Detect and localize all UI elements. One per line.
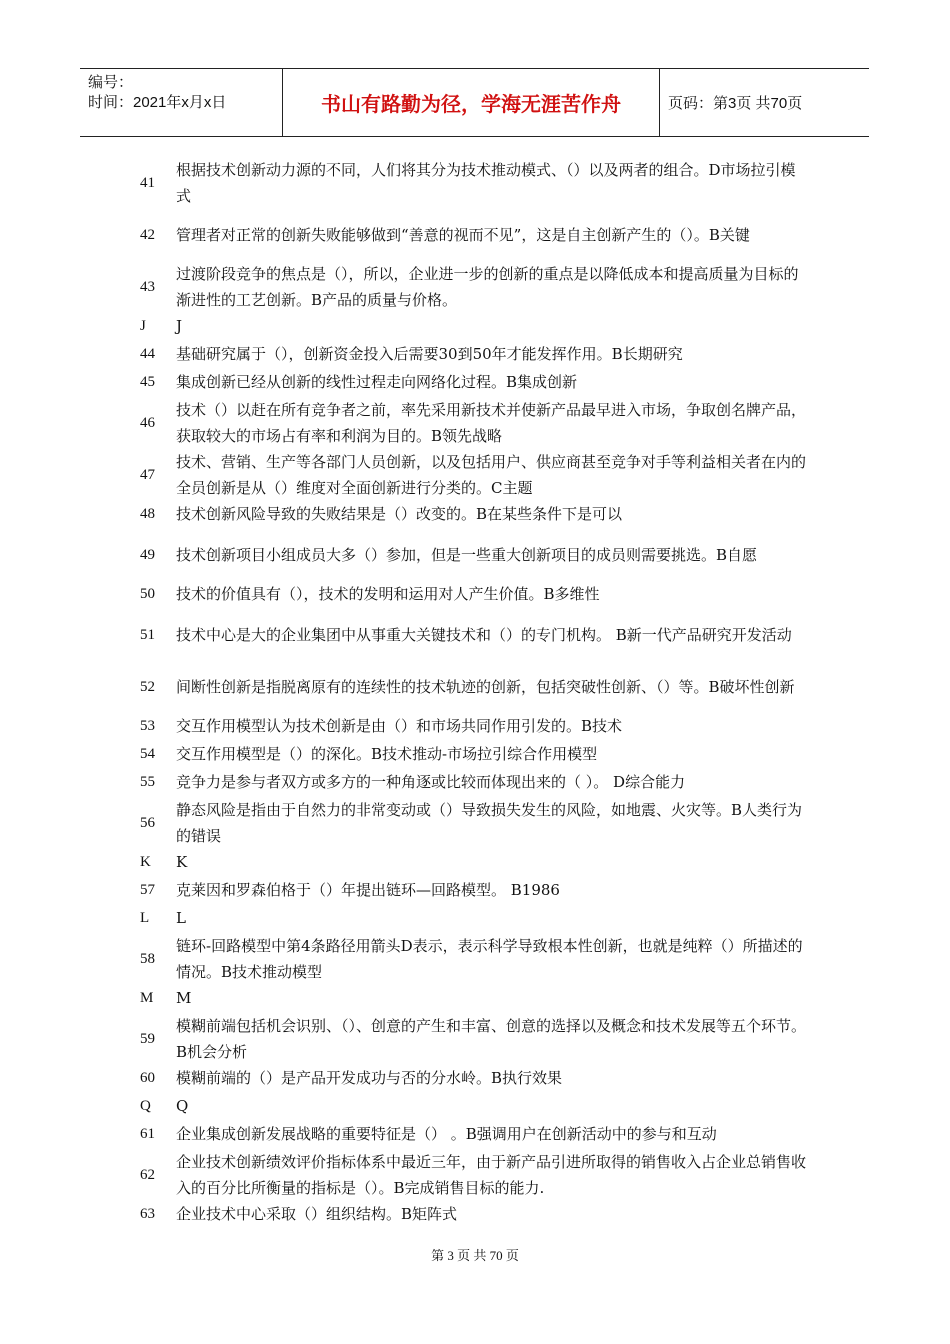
question-row [140, 397, 810, 448]
question-number: 44 [140, 346, 155, 362]
question-text: 根据技术创新动力源的不同，人们将其分为技术推动模式、（）以及两者的组合。D市场拉引模式 [176, 160, 796, 205]
question-number: 41 [140, 174, 155, 191]
question-text: 企业集成创新发展战略的重要特征是（） 。B强调用户在创新活动中的参与和互动 [176, 1125, 717, 1143]
question-text: 交互作用模型认为技术创新是由（）和市场共同作用引发的。B技术 [176, 717, 623, 735]
question-number: 42 [140, 226, 155, 243]
question-number: 58 [140, 950, 155, 967]
question-row [140, 341, 810, 367]
question-number: 51 [140, 626, 155, 643]
question-text: L [176, 909, 186, 927]
question-row [140, 609, 810, 660]
question-number: K [140, 854, 151, 870]
question-row [140, 581, 810, 607]
question-row [140, 933, 810, 984]
header-motto: 书山有路勤为径，学海无涯苦作舟 [282, 69, 660, 136]
question-number: M [140, 990, 154, 1006]
question-text: 技术创新风险导致的失败结果是（）改变的。B在某些条件下是可以 [176, 505, 623, 523]
question-text: K [176, 853, 188, 871]
question-number: 60 [140, 1070, 155, 1086]
question-number: 47 [140, 466, 155, 483]
section-letter-row [140, 985, 810, 1011]
question-text: 技术中心是大的企业集团中从事重大关键技术和（）的专门机构。 B新一代产品研究开发活动 [176, 625, 792, 644]
question-number: Q [140, 1098, 151, 1114]
question-text: 技术创新项目小组成员大多（）参加，但是一些重大创新项目的成员则需要挑选。B自愿 [176, 545, 758, 564]
question-text: 静态风险是指由于自然力的非常变动或（）导致损失发生的风险，如地震、火灾等。B人类行为的错误 [176, 800, 803, 845]
question-row [140, 209, 810, 260]
question-row [140, 661, 810, 712]
question-row [140, 741, 810, 767]
question-number: 57 [140, 882, 155, 898]
question-row [140, 501, 810, 527]
question-text: 技术（）以赶在所有竞争者之前，率先采用新技术并使新产品最早进入市场，争取创名牌产品，获取较大的市场占有率和利润为目的。B领先战略 [176, 400, 807, 445]
question-text: 管理者对正常的创新失败能够做到“善意的视而不见”，这是自主创新产生的（）。B关键 [176, 225, 750, 244]
question-text: 间断性创新是指脱离原有的连续性的技术轨迹的创新，包括突破性创新、（）等。B破坏性创新 [176, 677, 795, 696]
question-text: 克莱因和罗森伯格于（）年提出链环—回路模型。 B1986 [176, 881, 560, 899]
question-text: 交互作用模型是（）的深化。B技术推动-市场拉引综合作用模型 [176, 745, 598, 763]
question-text: 模糊前端的（）是产品开发成功与否的分水岭。B执行效果 [176, 1069, 563, 1087]
question-number: 59 [140, 1030, 155, 1047]
question-row [140, 1201, 810, 1227]
question-number: 48 [140, 506, 155, 522]
question-number: 55 [140, 774, 155, 790]
question-row [140, 877, 810, 903]
page-footer: 第 3 页 共 70 页 [431, 1248, 519, 1263]
page-header [80, 68, 869, 137]
document-number-label: 编号： [88, 74, 134, 91]
question-text: 技术的价值具有（），技术的发明和运用对人产生价值。B多维性 [176, 585, 600, 603]
question-row [140, 157, 810, 208]
question-row [140, 1013, 810, 1064]
question-text: 企业技术中心采取（）组织结构。B矩阵式 [176, 1205, 458, 1223]
question-row [140, 797, 810, 848]
question-number: 52 [140, 678, 155, 695]
section-letter-row [140, 905, 810, 931]
question-row [140, 261, 810, 312]
question-number: 50 [140, 586, 155, 602]
question-number: L [140, 910, 150, 926]
question-text: 模糊前端包括机会识别、（）、创意的产生和丰富、创意的选择以及概念和技术发展等五个环节。B机会分析 [176, 1016, 807, 1061]
question-text: 企业技术创新绩效评价指标体系中最近三年，由于新产品引进所取得的销售收入占企业总销售收入的百分比所衡量的指标是（）。B完成销售目标的能力. [176, 1152, 807, 1197]
question-row [140, 1121, 810, 1147]
question-number: 62 [140, 1166, 155, 1183]
question-text: M [176, 989, 192, 1007]
question-row [140, 449, 810, 500]
question-number: J [140, 318, 146, 334]
question-row [140, 369, 810, 395]
question-row [140, 713, 810, 739]
question-number: 61 [140, 1126, 155, 1142]
question-number: 56 [140, 814, 155, 831]
document-date-label: 时间：2021年x月x日 [88, 94, 227, 111]
header-page-info: 页码：第3页 共70页 [668, 95, 803, 112]
section-letter-row [140, 313, 810, 339]
question-number: 49 [140, 546, 155, 563]
question-number: 54 [140, 746, 155, 762]
section-letter-row [140, 1093, 810, 1119]
question-text: 竞争力是参与者双方或多方的一种角逐或比较而体现出来的（ ）。 D综合能力 [176, 773, 686, 791]
question-number: 43 [140, 278, 155, 295]
question-number: 46 [140, 414, 155, 431]
question-row [140, 529, 810, 580]
question-text: 过渡阶段竞争的焦点是（），所以，企业进一步的创新的重点是以降低成本和提高质量为目标的渐进性的工艺创新。B产品的质量与价格。 [176, 264, 799, 309]
question-number: 45 [140, 374, 155, 390]
question-text: 链环-回路模型中第4条路径用箭头D表示，表示科学导致根本性创新，也就是纯粹（）所描述的情况。B技术推动模型 [176, 936, 803, 981]
section-letter-row [140, 849, 810, 875]
question-text: 基础研究属于（），创新资金投入后需要30到50年才能发挥作用。B长期研究 [176, 345, 683, 363]
question-text: 集成创新已经从创新的线性过程走向网络化过程。B集成创新 [176, 373, 578, 391]
question-list [140, 157, 810, 1229]
question-number: 63 [140, 1206, 155, 1222]
header-meta [80, 69, 282, 136]
question-text: J [176, 317, 183, 335]
question-number: 53 [140, 718, 155, 734]
question-text: 技术、营销、生产等各部门人员创新，以及包括用户、供应商甚至竞争对手等利益相关者在内的全员创新是从（）维度对全面创新进行分类的。C主题 [176, 452, 807, 497]
question-row [140, 1065, 810, 1091]
question-row [140, 769, 810, 795]
question-row [140, 1149, 810, 1200]
question-text: Q [176, 1097, 189, 1115]
